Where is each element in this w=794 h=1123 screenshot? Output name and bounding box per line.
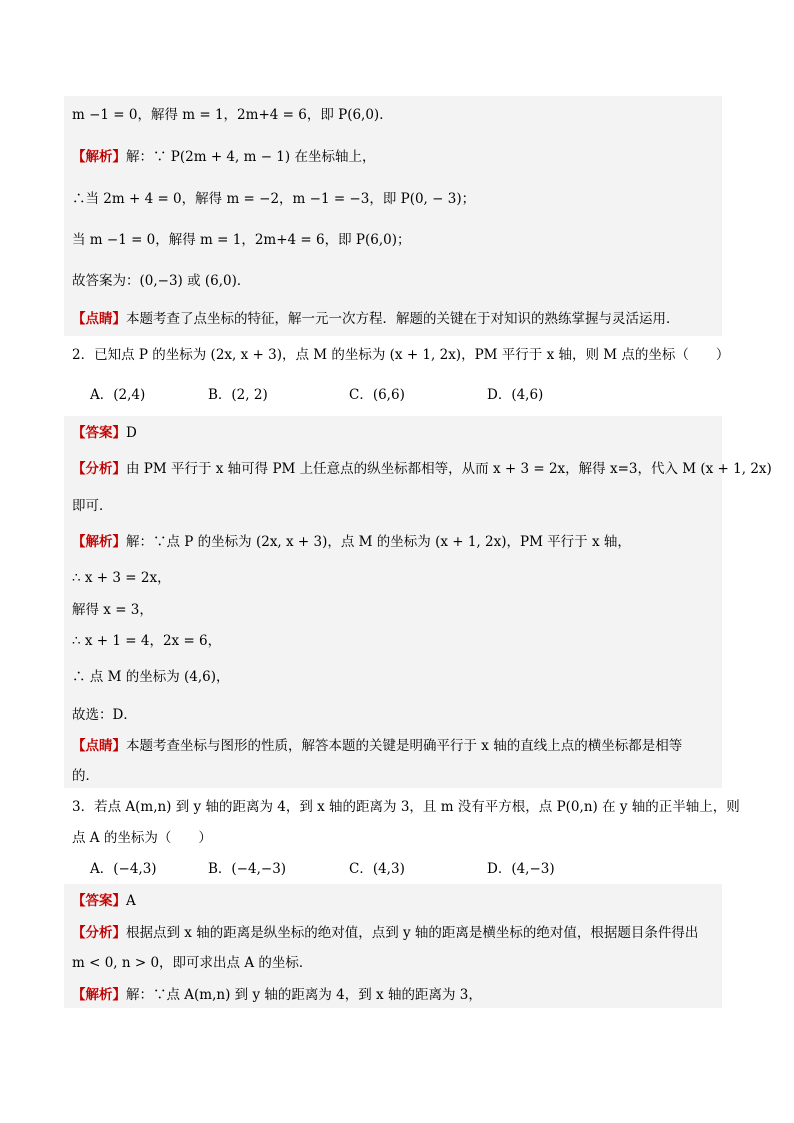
q3-jiexi-text1: 解：∵点 A(m,n) 到 y 轴的距离为 4，到 x 轴的距离为 3， <box>126 987 482 1003</box>
q1-line2: ∴当 2m + 4 = 0，解得 m = −2，m −1 = −3，即 P(0, − 3)； <box>72 191 476 207</box>
jiexi-tag: 【解析】 <box>72 149 126 165</box>
q1-solution-shade <box>64 96 722 336</box>
q2-jiexi-line3: 解得 x = 3， <box>72 602 153 618</box>
fenxi-tag: 【分析】 <box>72 461 126 477</box>
q2-fenxi-line2: 即可． <box>72 498 113 514</box>
q3-option-d: D．(4,−3) <box>487 861 555 877</box>
q2-fenxi-line1 <box>72 460 772 478</box>
q2-option-c: C．(6,6) <box>349 387 405 403</box>
q2-jiexi-line4: ∴ x + 1 = 4，2x = 6， <box>72 633 222 649</box>
q2-option-d: D．(4,6) <box>487 387 544 403</box>
dianjing-tag: 【点睛】 <box>72 311 126 327</box>
q2-stem: 2．已知点 P 的坐标为 (2x, x + 3)，点 M 的坐标为 (x + 1, 2x)，PM 平行于 x 轴，则 M 点的坐标（ ） <box>72 347 730 363</box>
q1-jiexi-line <box>72 148 375 166</box>
q2-dianjing-line2: 的． <box>72 768 99 784</box>
q3-option-a: A．(−4,3) <box>90 861 157 877</box>
dianjing-tag: 【点睛】 <box>72 738 126 754</box>
q2-option-a: A．(2,4) <box>90 387 146 403</box>
q3-stem-line2: 点 A 的坐标为（ ） <box>72 830 212 846</box>
q1-line1: m −1 = 0，解得 m = 1，2m+4 = 6，即 P(6,0)． <box>72 107 393 123</box>
q2-dianjing-line1 <box>72 737 682 755</box>
q2-option-b: B．(2, 2) <box>208 387 268 403</box>
q3-option-b: B．(−4,−3) <box>208 861 287 877</box>
q1-dianjing-text: 本题考查了点坐标的特征，解一元一次方程．解题的关键在于对知识的熟练掌握与灵活运用． <box>126 311 680 327</box>
answer-tag: 【答案】 <box>72 425 126 441</box>
q2-jiexi-line5: ∴ 点 M 的坐标为 (4,6)， <box>72 669 230 685</box>
q1-line3: 当 m −1 = 0，解得 m = 1，2m+4 = 6，即 P(6,0)； <box>72 232 411 248</box>
q3-answer: A <box>126 893 136 909</box>
q2-jiexi-text1: 解：∵点 P 的坐标为 (2x, x + 3)，点 M 的坐标为 (x + 1, 2x)，PM 平行于 x 轴， <box>126 534 631 550</box>
answer-tag: 【答案】 <box>72 893 126 909</box>
q1-dianjing-line <box>72 310 680 328</box>
q2-dianjing-text1: 本题考查坐标与图形的性质，解答本题的关键是明确平行于 x 轴的直线上点的横坐标都是相等 <box>126 738 683 754</box>
q3-fenxi-line1 <box>72 924 698 942</box>
q1-line4: 故答案为：(0,−3) 或 (6,0)． <box>72 273 251 289</box>
q1-jiexi-text: 解：∵ P(2m + 4, m − 1) 在坐标轴上， <box>126 149 376 165</box>
q3-answer-line <box>72 892 136 910</box>
jiexi-tag: 【解析】 <box>72 534 126 550</box>
q2-jiexi-line6: 故选：D． <box>72 707 137 723</box>
q2-answer: D <box>126 425 137 441</box>
q3-fenxi-line2: m < 0, n > 0，即可求出点 A 的坐标． <box>72 955 313 971</box>
q3-option-c: C．(4,3) <box>349 861 405 877</box>
q2-jiexi-line1 <box>72 533 631 551</box>
q2-jiexi-line2: ∴ x + 3 = 2x， <box>72 570 171 586</box>
jiexi-tag: 【解析】 <box>72 987 126 1003</box>
q3-stem-line1: 3．若点 A(m,n) 到 y 轴的距离为 4，到 x 轴的距离为 3，且 m 没有平方根，点 P(0,n) 在 y 轴的正半轴上，则 <box>72 799 740 815</box>
fenxi-tag: 【分析】 <box>72 925 126 941</box>
q2-answer-line <box>72 424 137 442</box>
q3-fenxi-text1: 根据点到 x 轴的距离是纵坐标的绝对值，点到 y 轴的距离是横坐标的绝对值，根据题目条件得出 <box>126 925 699 941</box>
q3-jiexi-line1 <box>72 986 482 1004</box>
q2-fenxi-text1: 由 PM 平行于 x 轴可得 PM 上任意点的纵坐标都相等，从而 x + 3 = 2x，解得 x=3，代入 M (x + 1, 2x) <box>126 461 772 477</box>
